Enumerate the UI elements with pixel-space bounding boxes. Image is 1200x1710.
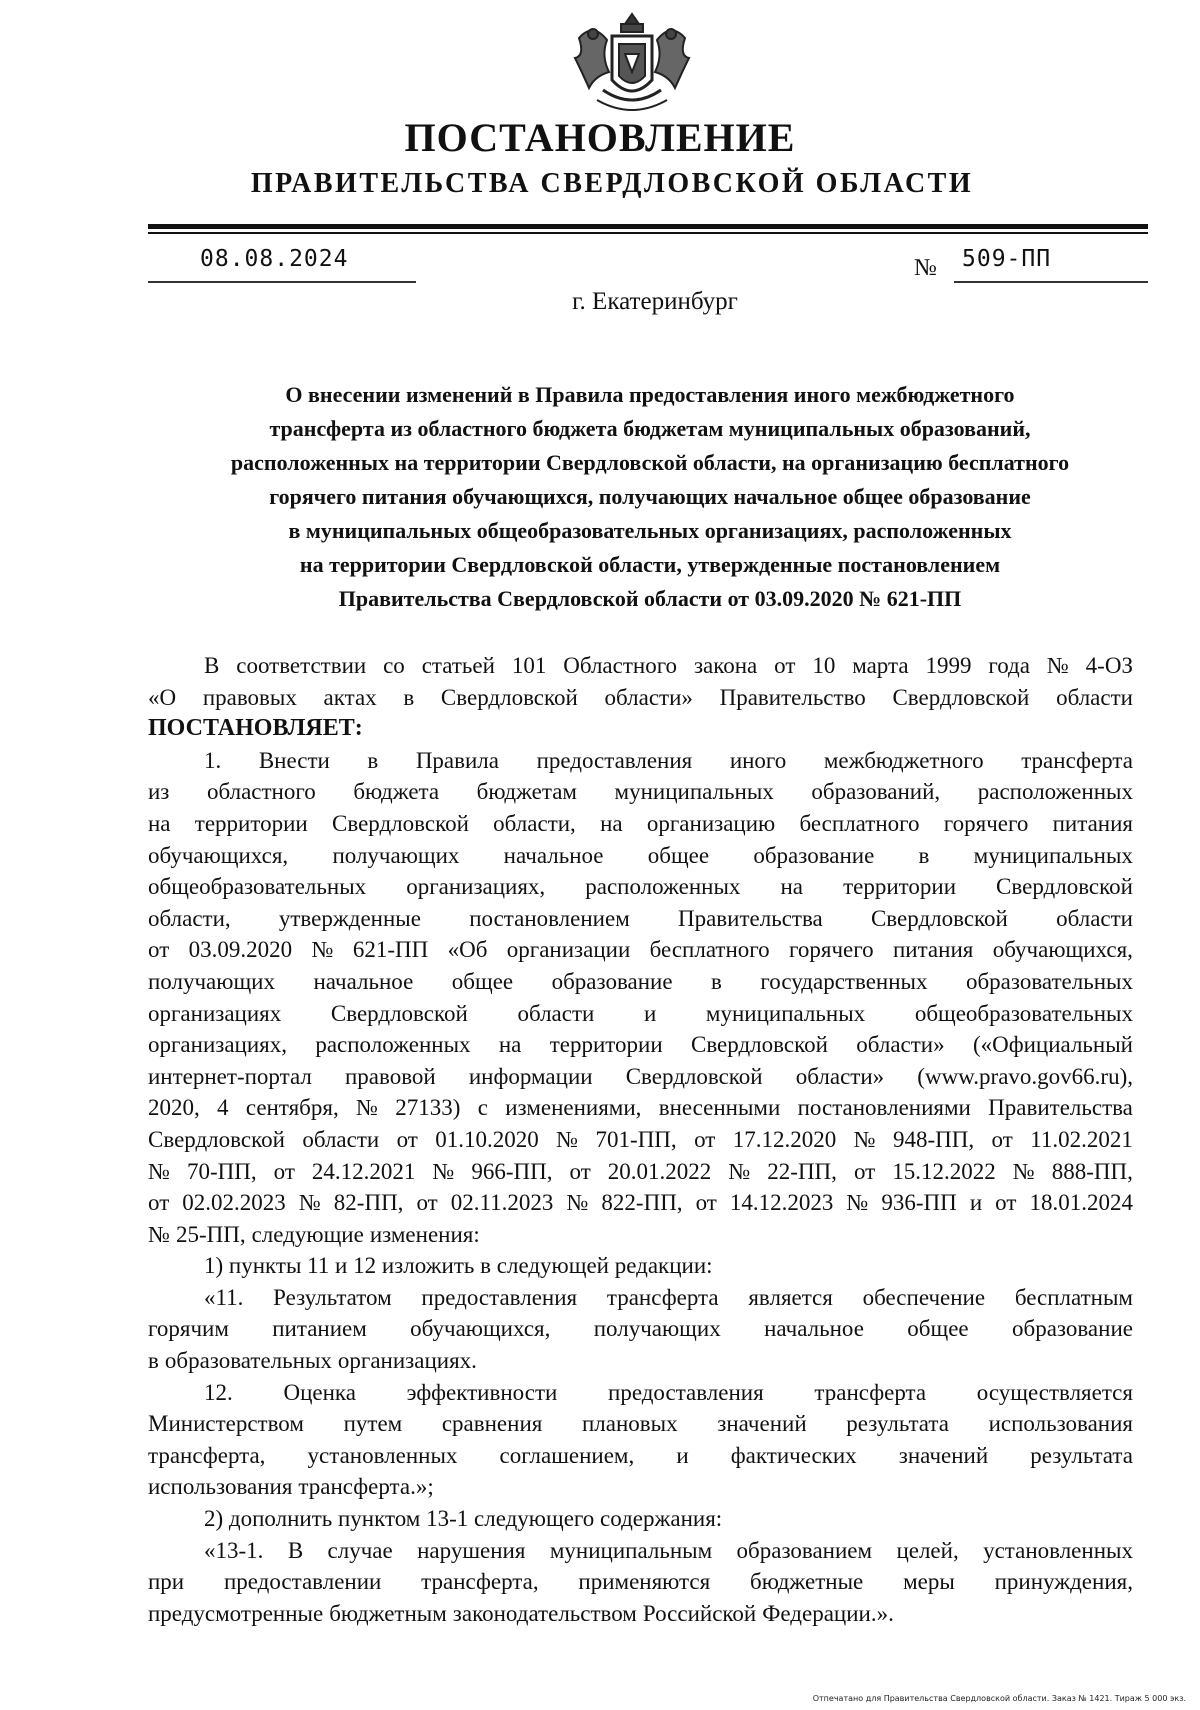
word: № [298,1190,321,1216]
word: на [148,810,171,836]
issue-city: г. Екатеринбург [572,288,738,315]
word: расположенных [977,779,1133,805]
word: в [367,747,379,773]
word: правовой [344,1063,436,1089]
word: значений [717,1411,807,1437]
word: получающих [593,1316,721,1342]
issuing-authority: ПРАВИТЕЛЬСТВА СВЕРДЛОВСКОЙ ОБЛАСТИ [250,168,974,199]
item-text: 1) пункты 11 и 12 изложить в следующей редакции: [204,1253,713,1279]
word: 1. [204,747,222,773]
word: эффективности [406,1379,558,1405]
word: территории [843,874,956,900]
word: 27133) [395,1095,461,1121]
word: области, [148,905,231,931]
word: постановлениями [797,1095,971,1121]
word: Свердловской [996,874,1133,900]
word: питания [1052,810,1133,836]
word: предоставления [421,1284,578,1310]
word: «11. [204,1284,244,1310]
word: предоставления [536,747,693,773]
word: начальное [764,1316,864,1342]
heading-line: О внесении изменений в Правила предоставления иного межбюджетного [285,382,1015,407]
word: № [1046,653,1069,678]
body-line [148,840,1133,872]
word: Свердловской [330,1000,468,1026]
word: В [204,653,220,678]
heading-line: расположенных на территории Свердловской области, на организацию бесплатного [230,450,1070,475]
word: № [148,1158,170,1184]
word: и [643,1000,657,1026]
word: Свердловской [690,1032,828,1058]
word: года [988,653,1030,678]
body-line [148,650,1133,682]
word: в [711,968,722,994]
word: 12. [204,1379,233,1405]
word: и [676,1442,689,1468]
word: от [148,937,170,963]
word: 15.12.2022 [892,1158,996,1184]
body-line [148,1440,1133,1472]
word: начальное [313,968,414,994]
word: начальное [503,842,604,868]
word: 621-ПП [352,937,429,963]
word: 936-ПП [881,1190,957,1216]
word: общеобразовательных [914,1000,1133,1026]
word: 18.01.2024 [1029,1190,1133,1216]
body-line [148,1471,1133,1503]
word: организациях, [148,1032,287,1058]
number-sign: № [914,255,937,281]
word: Свердловской [625,1063,763,1089]
body-line [148,1345,1133,1377]
word: от [416,1190,438,1216]
document-type-title: ПОСТАНОВЛЕНИЕ [404,115,796,160]
word: 966-ПП, [471,1158,553,1184]
body-line [148,1187,1133,1219]
word: 02.02.2023 [182,1190,286,1216]
word: области» [604,684,693,710]
word: Областного [563,653,678,678]
word: фактических [730,1442,857,1468]
heading-line: на территории Свердловской области, утвержденные постановлением [299,552,1001,577]
word: горячего [943,810,1029,836]
word: 888-ПП, [1051,1158,1133,1184]
header-divider-thin [148,232,1148,234]
word: области» [795,1063,885,1089]
word: закона [693,653,758,678]
body-line [148,934,1133,966]
word: внесенными [658,1095,781,1121]
word: в [403,684,415,710]
word: предоставления [608,1379,764,1405]
word: от [774,653,796,678]
date-underline [148,281,416,283]
word: № [356,1095,378,1121]
word: № [728,1158,751,1184]
resolution-heading [120,378,1180,616]
word: «О [148,684,177,710]
body-line [148,1377,1133,1409]
word: постановлением [469,905,630,931]
word: Министерством [148,1411,304,1437]
word: бюджетам [476,779,577,805]
word: областного [206,779,316,805]
word: сравнения [441,1411,543,1437]
body-line [148,745,1133,777]
word: бесплатным [1014,1284,1133,1310]
word: обеспечение [862,1284,986,1310]
body-line [148,871,1133,903]
word: расположенных [315,1032,471,1058]
word: использования [988,1411,1133,1437]
heading-line: горячего питания обучающихся, получающих начальное общее образование [269,484,1031,509]
word: Свердловской [148,1126,285,1152]
body-line [148,776,1133,808]
word: предусмотренные [148,1600,324,1626]
word: № [566,1190,589,1216]
word: области [1056,684,1133,710]
word: образований, [811,779,941,805]
body-line [148,1282,1133,1314]
word: соглашением, [499,1442,635,1468]
word: № [846,1190,869,1216]
word: на [498,1032,522,1058]
word: («Официальный [972,1032,1133,1058]
word: следующие [251,1221,364,1247]
word: применяются [578,1569,711,1595]
word: от [396,1126,418,1152]
word: Свердловской [440,684,578,710]
word: 01.10.2020 [435,1126,539,1152]
word: расположенных [585,874,741,900]
word: 2020, [148,1095,200,1121]
word: (www.pravo.gov66.ru), [917,1063,1133,1089]
word: 11.02.2021 [1030,1126,1133,1152]
word: территории [194,810,308,836]
word: Свердловской [332,810,469,836]
word: бесплатного [799,810,920,836]
word: от [695,1190,717,1216]
word: организациях, [406,874,546,900]
word: от [273,1158,295,1184]
word: изменения: [369,1221,480,1247]
body-line [148,1503,1133,1535]
word: 70-ПП, [186,1158,257,1184]
word: бюджетные [750,1569,864,1595]
word: целей, [896,1537,959,1563]
word: образовательных [164,1348,332,1374]
word: из [148,779,170,805]
word: В [287,1537,304,1563]
word: сентября, [245,1095,339,1121]
word: области [1056,905,1133,931]
word: на [780,874,804,900]
word: марта [852,653,909,678]
word: принуждения, [994,1569,1133,1595]
word: от [991,1126,1013,1152]
word: общее [451,968,514,994]
word: от [148,1190,170,1216]
body-line [148,1092,1133,1124]
word: обучающихся, [992,937,1133,963]
document-number: 509-ПП [962,246,1052,272]
word: 14.12.2023 [729,1190,834,1216]
word: образование [753,842,875,868]
word: № [1012,1158,1035,1184]
word: случае [327,1537,393,1563]
item-text: 2) дополнить пунктом 13-1 следующего содержания: [204,1506,723,1532]
word: муниципальных [973,842,1133,868]
word: трансферта.»; [298,1474,434,1500]
word: Оценка [283,1379,356,1405]
word: трансферта, [421,1569,539,1595]
word: в [918,842,930,868]
word: с [477,1095,488,1121]
word: получающих [332,842,460,868]
body-line [148,682,1133,714]
word: значений [898,1442,989,1468]
word: правовых [202,684,297,710]
word: области [517,1000,595,1026]
word: плановых [581,1411,678,1437]
body-line [148,1061,1133,1093]
word: горячего [789,937,874,963]
word: получающих [148,968,275,994]
header-divider-thick [148,224,1148,229]
word: № [311,937,334,963]
word: «Об [447,937,488,963]
body-line [148,1250,1133,1282]
word: 22-ПП, [767,1158,837,1184]
word: Правительства [677,905,823,931]
word: области» [856,1032,945,1058]
word: трансферта [814,1379,927,1405]
word: 25-ПП, [175,1221,246,1247]
body-line [148,1408,1133,1440]
body-line [148,1566,1133,1598]
word: организации [506,937,631,963]
word: осуществляется [976,1379,1133,1405]
body-line [148,903,1133,935]
word: установленных [983,1537,1133,1563]
word: организациях. [337,1348,477,1374]
word: Российской [642,1600,757,1626]
word: 20.01.2022 [607,1158,712,1184]
word: 822-ПП, [601,1190,683,1216]
word: предоставлении [223,1569,382,1595]
word: Правила [415,747,499,773]
word: Правительства [988,1095,1133,1121]
word: является [748,1284,833,1310]
word: Внести [258,747,330,773]
word: статьей [421,653,495,678]
word: бюджетным [329,1600,447,1626]
word: области [302,1126,380,1152]
word: территории [549,1032,663,1058]
word: обучающихся, [148,842,289,868]
word: питанием [272,1316,367,1342]
word: изменениями, [505,1095,642,1121]
word: нарушения [417,1537,526,1563]
word: Федерации.». [762,1600,894,1626]
word: трансферта, [148,1442,266,1468]
word: области, [493,810,576,836]
word: 101 [511,653,547,678]
word: 03.09.2020 [188,937,293,963]
word: муниципальных [614,779,774,805]
word: 701-ПП, [595,1126,677,1152]
word: в [148,1348,159,1374]
word: муниципальных [705,1000,866,1026]
word: муниципальным [549,1537,713,1563]
word: результата [846,1411,949,1437]
word: результата [1030,1442,1133,1468]
word: 02.11.2023 [450,1190,554,1216]
word: бюджета [353,779,440,805]
word: путем [343,1411,403,1437]
body-line [148,1535,1133,1567]
word: питания [892,937,974,963]
word: и [969,1190,983,1216]
coat-of-arms-icon [567,10,697,122]
heading-line: трансферта из областного бюджета бюджетам муниципальных образований, [269,416,1031,441]
word: Результатом [273,1284,392,1310]
word: от [694,1126,716,1152]
word: образовательных [965,968,1133,994]
word: образование [551,968,673,994]
word: межбюджетного [823,747,984,773]
word: 948-ПП, [893,1126,975,1152]
word: № [148,1221,170,1247]
word: 4-ОЗ [1085,653,1133,678]
resolution-body [148,650,1133,1629]
word: от [853,1158,876,1184]
resolves-keyword: ПОСТАНОВЛЯЕТ: [148,715,363,742]
print-imprint: Отпечатано для Правительства Свердловской области. Заказ № 1421. Тираж 5 000 экз. [812,1694,1186,1703]
document-date: 08.08.2024 [200,246,349,272]
word: со [383,653,405,678]
word: № [556,1126,579,1152]
word: Правительство [719,684,866,710]
word: иного [729,747,787,773]
word: общеобразовательных [148,874,367,900]
word: 4 [217,1095,229,1121]
word: организациях [148,1000,282,1026]
word: установленных [307,1442,458,1468]
word: бесплатного [649,937,770,963]
body-line [148,1219,1133,1251]
word: обучающихся, [410,1316,551,1342]
word: трансферта [1021,747,1133,773]
word: 10 [812,653,836,678]
word: соответствии [236,653,367,678]
word: образованием [736,1537,873,1563]
word: актах [323,684,377,710]
word: № [853,1126,876,1152]
word: организацию [646,810,776,836]
word: от [995,1190,1017,1216]
body-line [148,808,1133,840]
word: Свердловской [892,684,1030,710]
body-line [148,1029,1133,1061]
word: 1999 [925,653,972,678]
resolves-line [148,713,1133,745]
word: на [600,810,623,836]
word: 17.12.2020 [732,1126,837,1152]
body-line [148,966,1133,998]
body-line [148,1124,1133,1156]
word: горячим [148,1316,229,1342]
number-underline [954,281,1148,283]
word: использования [148,1474,293,1500]
body-line [148,1156,1133,1188]
word: государственных [760,968,928,994]
word: утвержденные [278,905,421,931]
word: 82-ПП, [333,1190,404,1216]
body-line [148,998,1133,1030]
word: трансферта [606,1284,719,1310]
heading-line: Правительства Свердловской области от 03.09.2020 № 621-ПП [338,586,962,611]
word: общее [907,1316,969,1342]
word: от [569,1158,591,1184]
word: № [432,1158,455,1184]
body-line [148,1598,1133,1630]
word: меры [903,1569,955,1595]
word: информации [468,1063,593,1089]
word: законодательством [452,1600,637,1626]
word: Свердловской [870,905,1008,931]
word: при [148,1569,185,1595]
word: образование [1012,1316,1133,1342]
word: интернет-портал [148,1063,312,1089]
word: «13-1. [204,1537,264,1563]
word: общее [647,842,710,868]
heading-line: в муниципальных общеобразовательных организациях, расположенных [288,518,1012,543]
body-line [148,1313,1133,1345]
word: 24.12.2021 [311,1158,416,1184]
